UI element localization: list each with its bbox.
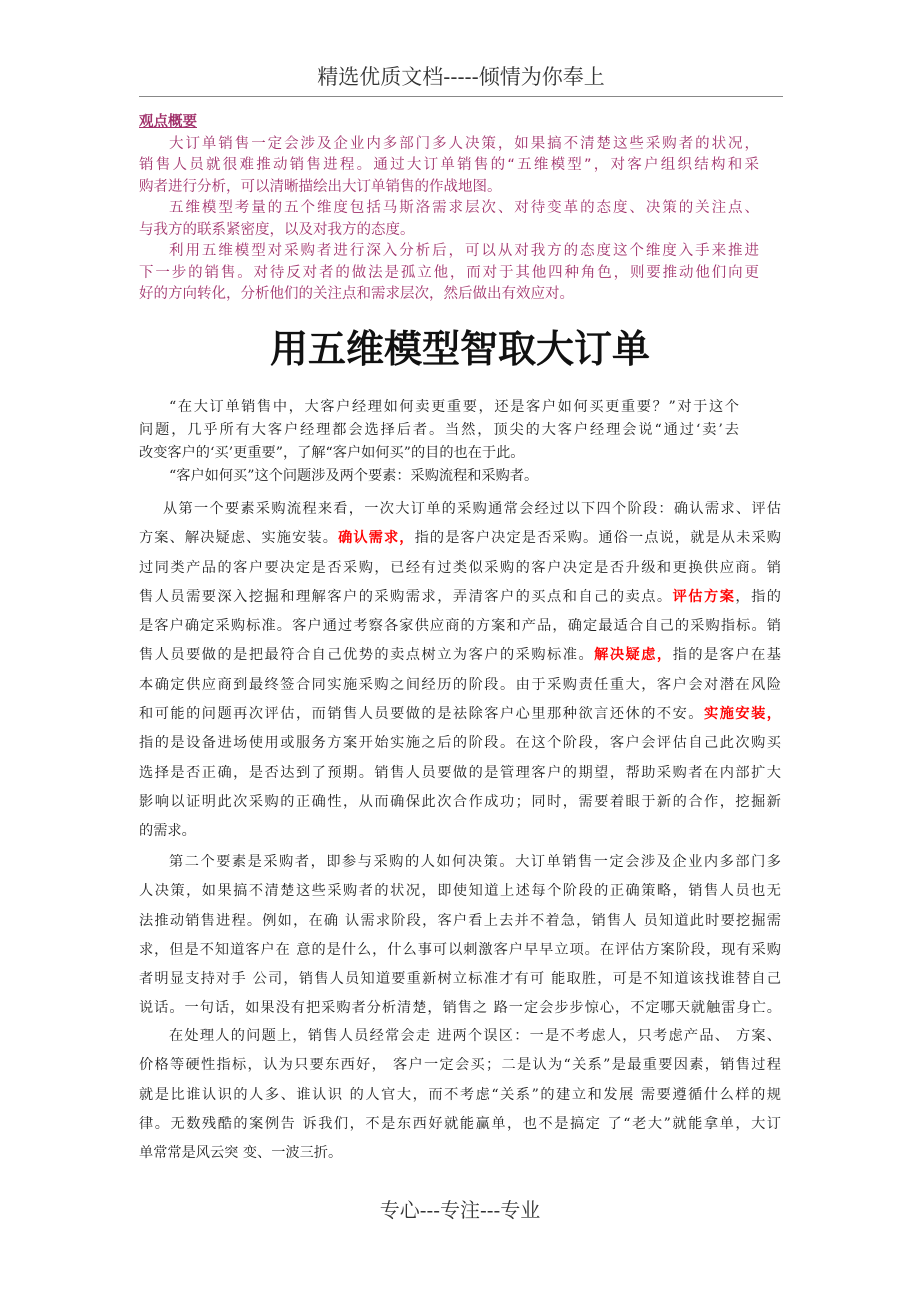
highlighted-term: 评估方案 <box>672 588 736 605</box>
text-line <box>139 788 781 817</box>
text-line <box>139 1051 781 1080</box>
text-run: 第二个要素是采购者，即参与采购的人如何决策。大订单销售一定会涉及企业内多部门多 <box>169 854 781 870</box>
highlighted-term: 解决疑虑， <box>594 647 673 664</box>
text-line <box>139 671 781 700</box>
intro-paragraphs <box>139 396 739 488</box>
text-run: 就是比谁认识的人多、谁认识 的人官大，而不考虑“关系”的建立和发展 需要遵循什么样的规 <box>139 1086 781 1103</box>
text-run: 利用五维模型对采购者进行深入分析后，可以从对我方的态度这个维度入手来推进 <box>169 243 759 259</box>
text-run: 影响以证明此次采购的正确性，从而确保此次合作成功；同时，需要着眼于新的合作，挖掘新 <box>139 793 781 810</box>
text-line <box>139 907 781 936</box>
text-line <box>139 965 781 994</box>
text-line <box>139 759 781 788</box>
text-line <box>139 554 781 583</box>
text-line <box>139 848 781 877</box>
text-line <box>139 198 759 220</box>
text-run: 指的是设备进场使用或服务方案开始实施之后的阶段。在这个阶段，客户会评估自己此次购买 <box>139 735 781 752</box>
text-run: 与我方的联系紧密度，以及对我方的态度。 <box>139 221 415 238</box>
text-line <box>139 612 781 641</box>
text-run: 本确定供应商到最终签合同实施采购之间经历的阶段。由于采购责任重大，客户会对潜在风险 <box>139 676 781 693</box>
text-line <box>139 465 739 488</box>
misconceptions-paragraph <box>139 1022 781 1168</box>
article-title: 用五维模型智取大订单 <box>269 327 650 371</box>
text-line <box>139 583 781 612</box>
text-run: 从第一个要素采购流程来看，一次大订单的采购通常会经过以下四个阶段：确认需求、评估 <box>163 501 781 517</box>
text-run: 说话。一句话，如果没有把采购者分析清楚，销售之 路一定会步步惊心，不定哪天就触雷身亡。 <box>139 1000 781 1017</box>
text-run: 指的是客户在基 <box>672 647 781 664</box>
text-run: 价格等硬性指标，认为只要东西好， 客户一定会买；二是认为“关系”是最重要因素，销售过程 <box>139 1057 781 1074</box>
text-run: 人决策，如果搞不清楚这些采购者的状况，即使知道上述每个阶段的正确策略，销售人员也无 <box>139 883 781 900</box>
text-run: 指的是客户决定是否采购。通俗一点说，就是从未采购 <box>414 530 781 547</box>
summary-body <box>139 134 759 306</box>
text-line <box>139 396 739 419</box>
text-line <box>139 263 759 285</box>
text-run: 方案、解决疑虑、实施安装。 <box>139 530 339 547</box>
text-run: 改变客户的‘买’更重要”，了解“客户如何买”的目的也在于此。 <box>139 445 525 461</box>
text-run: 问题，几乎所有大客户经理都会选择后者。当然，顶尖的大客户经理会说“通过‘卖’去 <box>139 422 739 438</box>
text-line <box>139 817 781 846</box>
text-run: 和可能的问题再次评估，而销售人员要做的是祛除客户心里那种欲言还休的不安。 <box>139 706 705 723</box>
text-line <box>139 1081 781 1110</box>
text-run: 五维模型考量的五个维度包括马斯洛需求层次、对待变革的态度、决策的关注点、 <box>169 200 759 216</box>
text-line <box>139 177 759 199</box>
text-line <box>139 729 781 758</box>
text-run: 好的方向转化，分析他们的关注点和需求层次，然后做出有效应对。 <box>139 286 574 302</box>
text-line <box>139 241 759 263</box>
text-line <box>139 284 759 306</box>
text-run: 售人员要做的是把最符合自己优势的卖点树立为客户的采购标准。 <box>139 647 595 664</box>
text-run: 售人员需要深入挖掘和理解客户的采购需求，弄清客户的买点和自己的卖点。 <box>139 588 673 605</box>
text-line <box>139 700 781 729</box>
text-line <box>139 994 781 1023</box>
text-line <box>139 936 781 965</box>
text-line <box>139 1110 781 1139</box>
page-footer: 专心---专注---专业 <box>379 1198 541 1222</box>
text-run: 的需求。 <box>139 823 196 840</box>
page-header: 精选优质文档-----倾情为你奉上 <box>139 62 783 97</box>
text-line <box>139 524 781 553</box>
text-line <box>139 1139 781 1168</box>
text-run: 法推动销售进程。例如，在确 认需求阶段，客户看上去并不着急，销售人 员知道此时要挖掘需 <box>139 912 781 929</box>
text-run: 大订单销售一定会涉及企业内多部门多人决策，如果搞不清楚这些采购者的状况， <box>169 135 759 152</box>
text-run: 者明显支持对手 公司，销售人员知道要重新树立标准才有可 能取胜，可是不知道该找谁替自己 <box>139 971 781 988</box>
text-run: 是客户确定采购标准。客户通过考察各家供应商的方案和产品，确定最适合自己的采购指标。销 <box>139 618 781 635</box>
text-run: “在大订单销售中，大客户经理如何卖更重要，还是客户如何买更重要？”对于这个 <box>169 399 739 415</box>
purchase-process-paragraph <box>139 495 781 847</box>
text-run: 求，但是不知道客户在 意的是什么，什么事可以刺激客户早早立项。在评估方案阶段，现有采购 <box>139 941 781 958</box>
text-line <box>139 155 759 177</box>
text-run: 律。无数残酷的案例告 诉我们，不是东西好就能赢单，也不是搞定 了“老大”就能拿单，大订 <box>139 1115 781 1132</box>
text-run: “客户如何买”这个问题涉及两个要素：采购流程和采购者。 <box>169 468 539 484</box>
text-run: 过同类产品的客户要决定是否采购，已经有过类似采购的客户决定是否升级和更换供应商。销 <box>139 559 781 576</box>
text-run: ，指的 <box>735 588 781 605</box>
text-run: 购者进行分析，可以清晰描绘出大订单销售的作战地图。 <box>139 178 502 195</box>
text-line <box>139 442 739 465</box>
text-run: 选择是否正确，是否达到了预期。销售人员要做的是管理客户的期望，帮助采购者在内部扩大 <box>139 764 781 781</box>
text-line <box>139 641 781 670</box>
summary-heading: 观点概要 <box>139 114 197 130</box>
text-line <box>139 419 739 442</box>
text-line <box>139 1022 781 1051</box>
text-run: 销售人员就很难推动销售进程。通过大订单销售的“五维模型”，对客户组织结构和采 <box>139 157 759 173</box>
purchaser-paragraph <box>139 848 781 1024</box>
text-run: 下一步的销售。对待反对者的做法是孤立他，而对于其他四种角色，则要推动他们向更 <box>139 264 759 281</box>
summary-box <box>139 112 759 306</box>
text-line <box>139 134 759 156</box>
text-line <box>139 220 759 242</box>
text-run: 在处理人的问题上，销售人员经常会走 进两个误区：一是不考虑人，只考虑产品、 方案、 <box>169 1028 781 1044</box>
text-run: 单常常是风云突 变、一波三折。 <box>139 1145 343 1162</box>
text-line <box>139 495 781 524</box>
text-line <box>139 877 781 906</box>
highlighted-term: 确认需求， <box>338 530 415 547</box>
highlighted-term: 实施安装， <box>704 706 781 723</box>
